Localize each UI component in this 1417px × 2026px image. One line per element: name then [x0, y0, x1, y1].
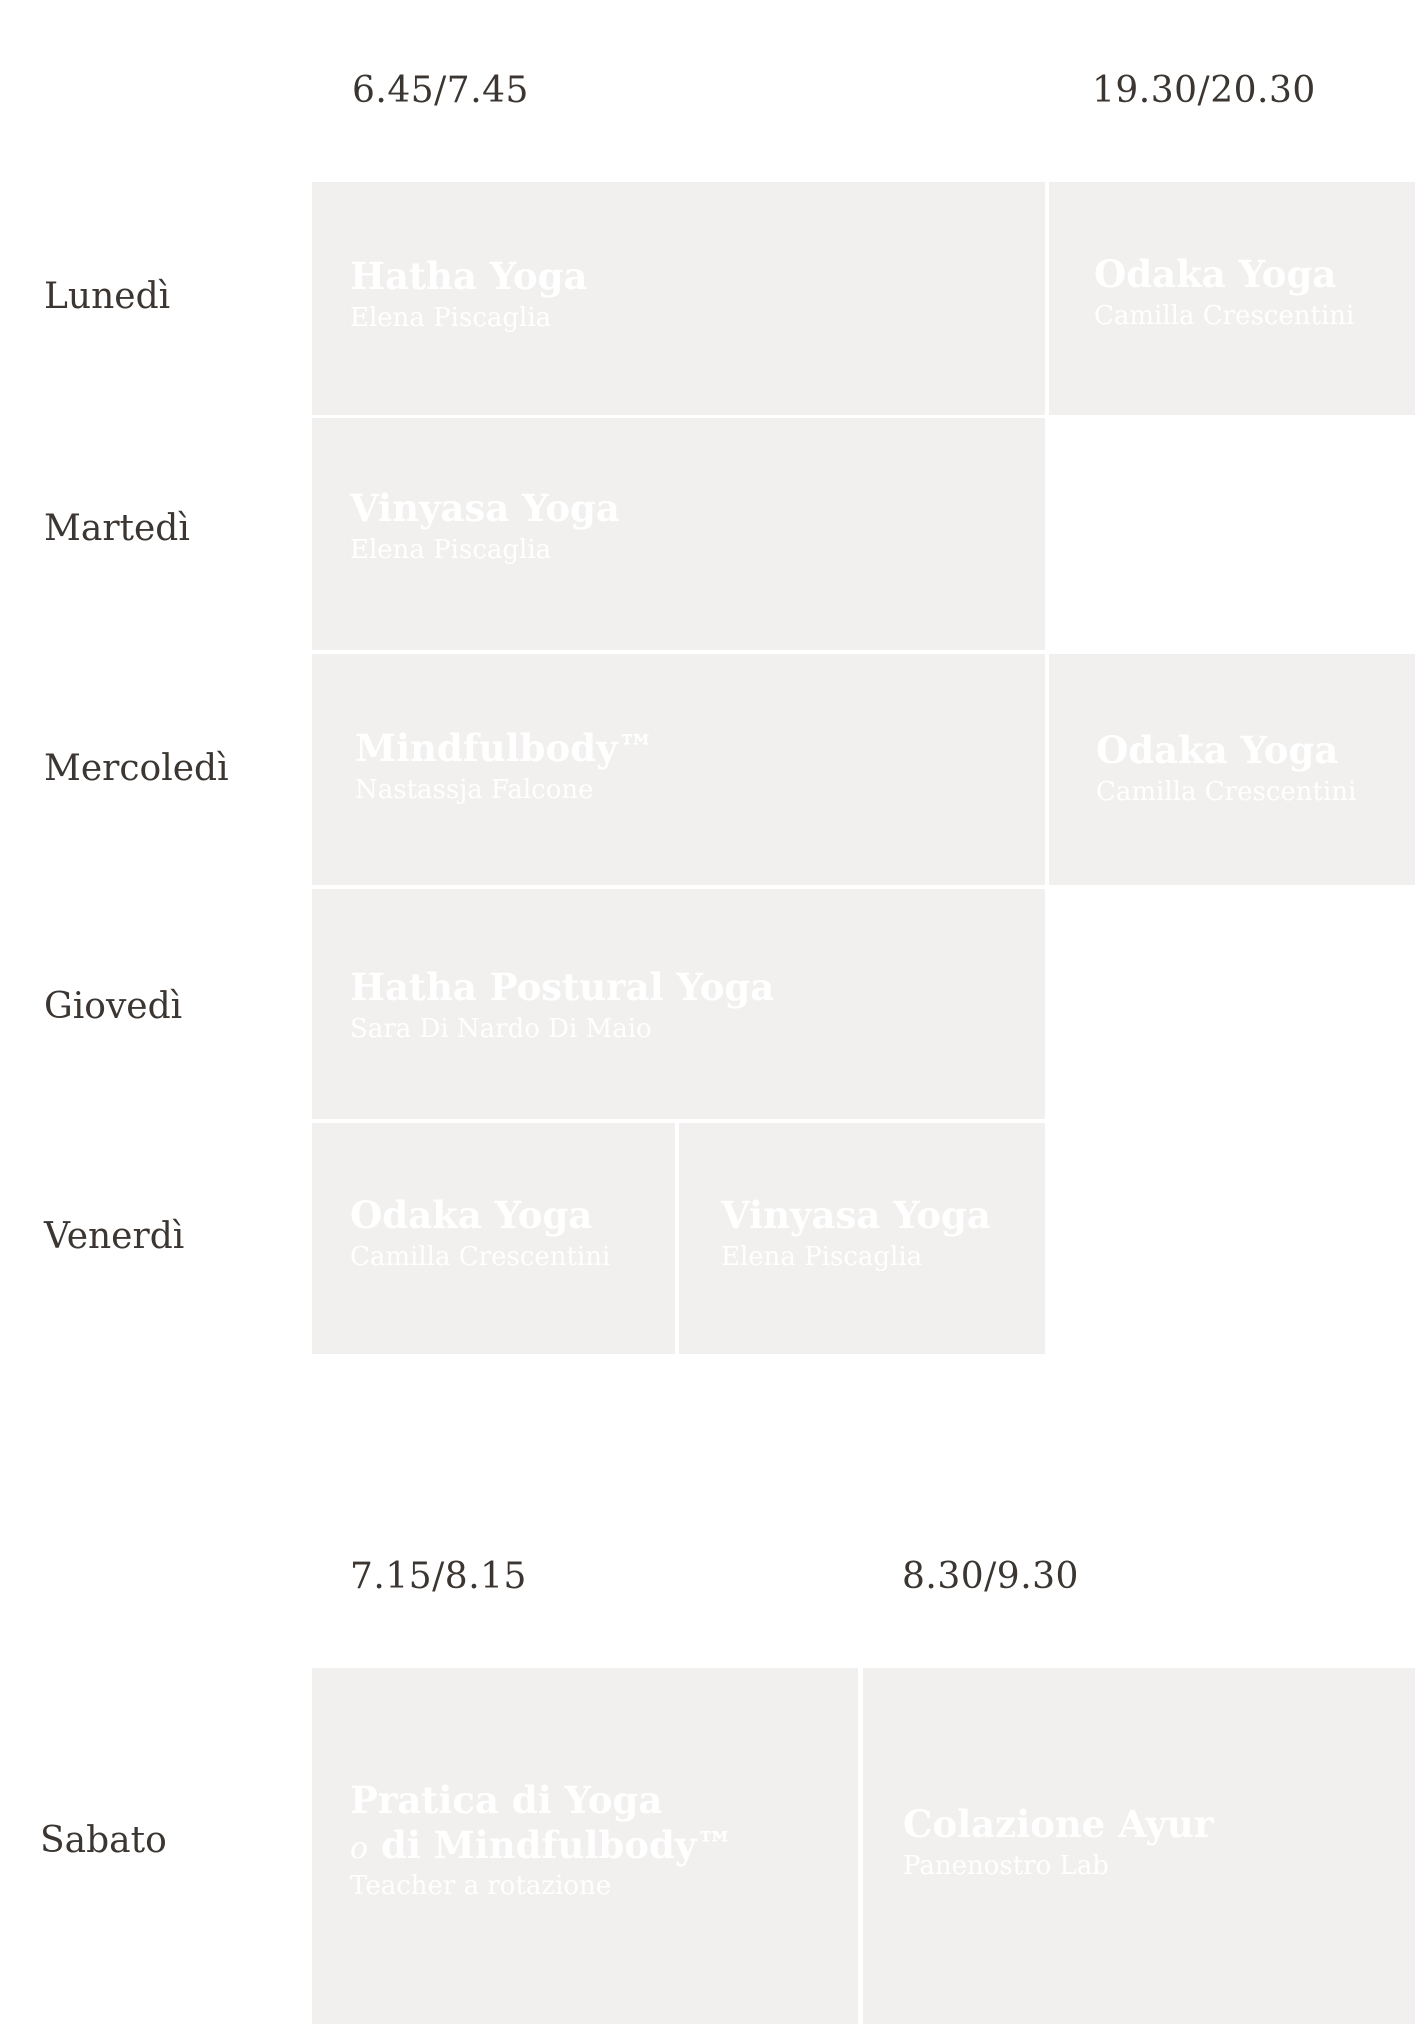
- class-cell-mercoledi-evening: [1049, 654, 1415, 885]
- class-title: Hatha Yoga: [350, 254, 588, 298]
- class-title: Vinyasa Yoga: [721, 1193, 991, 1237]
- day-label-martedi: Martedì: [44, 508, 190, 549]
- time-slot-evening: 19.30/20.30: [1092, 70, 1316, 111]
- class-title: Vinyasa Yoga: [350, 486, 620, 530]
- class-teacher: Sara Di Nardo Di Maio: [350, 1013, 652, 1044]
- day-label-mercoledi: Mercoledì: [44, 748, 229, 789]
- class-title: Odaka Yoga: [350, 1193, 593, 1237]
- class-title: Odaka Yoga: [1094, 252, 1337, 296]
- day-label-lunedi: Lunedì: [44, 276, 171, 317]
- class-title-line1: Pratica di Yoga: [350, 1778, 663, 1822]
- time-slot-saturday-first: 7.15/8.15: [350, 1556, 527, 1597]
- day-label-sabato: Sabato: [40, 1820, 167, 1861]
- class-teacher: Nastassja Falcone: [355, 774, 594, 805]
- class-title: Colazione Ayur: [903, 1802, 1214, 1846]
- class-title: Mindfulbody™: [355, 726, 655, 770]
- class-title-line2-text: di Mindfulbody™: [380, 1822, 734, 1867]
- class-teacher: Teacher a rotazione: [350, 1871, 612, 1902]
- class-cell-mercoledi-morning: [312, 654, 1045, 885]
- class-cell-venerdi-first: [312, 1123, 675, 1354]
- class-teacher: Camilla Crescentini: [1094, 300, 1355, 331]
- class-title-line2: [350, 1822, 734, 1867]
- class-cell-giovedi-morning: [312, 889, 1045, 1119]
- class-cell-sabato-second: [863, 1668, 1415, 2024]
- day-label-giovedi: Giovedì: [44, 986, 183, 1027]
- class-title: Odaka Yoga: [1096, 728, 1339, 772]
- class-cell-lunedi-evening: [1049, 182, 1415, 415]
- class-teacher: Camilla Crescentini: [350, 1241, 611, 1272]
- class-cell-sabato-first: [312, 1668, 858, 2024]
- class-cell-martedi-morning: [312, 418, 1045, 650]
- class-cell-lunedi-morning: [312, 182, 1045, 415]
- class-cell-venerdi-second: [679, 1123, 1045, 1354]
- day-label-venerdi: Venerdì: [44, 1216, 185, 1257]
- class-teacher: Elena Piscaglia: [350, 302, 552, 333]
- time-slot-morning: 6.45/7.45: [352, 70, 529, 111]
- class-title: Hatha Postural Yoga: [350, 965, 775, 1009]
- time-slot-saturday-second: 8.30/9.30: [902, 1556, 1079, 1597]
- class-teacher: Elena Piscaglia: [350, 534, 552, 565]
- class-teacher: Elena Piscaglia: [721, 1241, 923, 1272]
- class-teacher: Camilla Crescentini: [1096, 776, 1357, 807]
- class-title-prefix: o: [350, 1830, 369, 1866]
- class-teacher: Panenostro Lab: [903, 1850, 1109, 1881]
